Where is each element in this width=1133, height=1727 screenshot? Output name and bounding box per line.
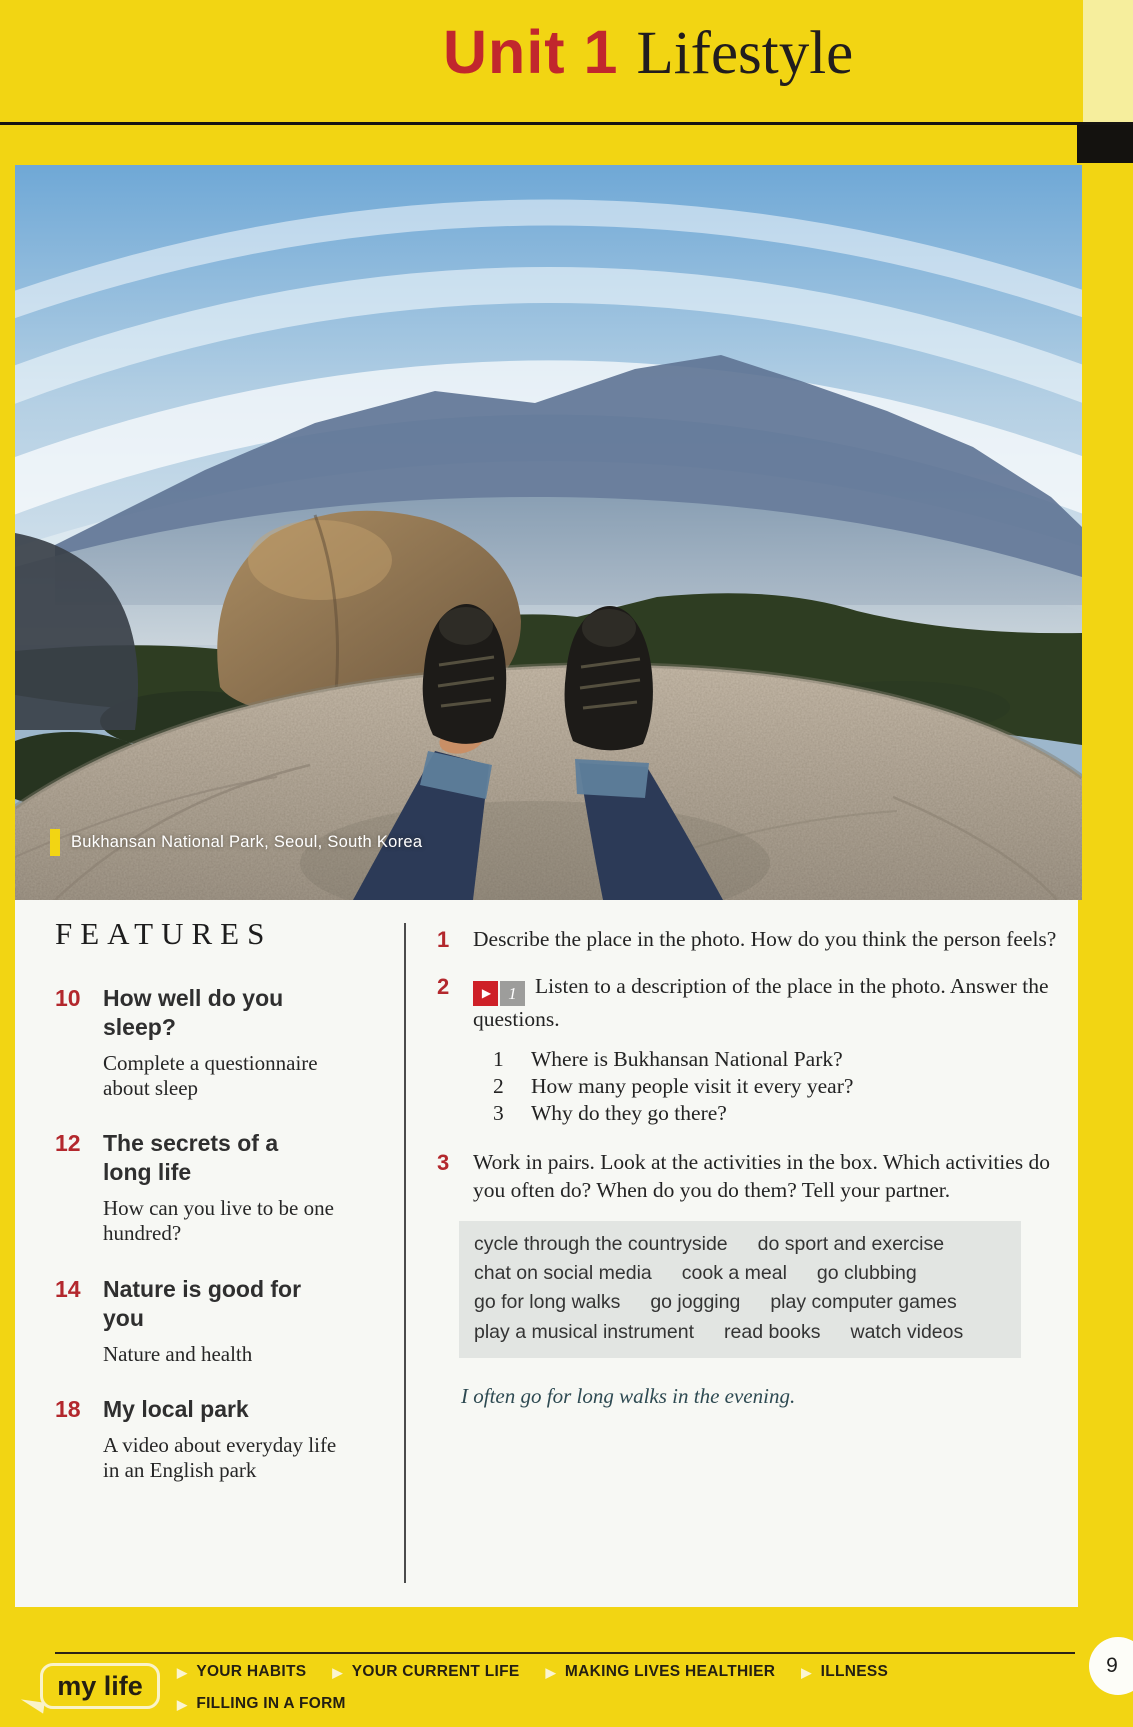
feature-description: Nature and health <box>103 1341 253 1366</box>
unit-number: Unit 1 <box>443 18 619 86</box>
topic-arrow-icon: ▶ <box>177 1696 188 1712</box>
footer-topics-row-1 <box>177 1663 888 1681</box>
activity: cook a meal <box>681 1262 787 1285</box>
photo-caption <box>50 829 422 856</box>
topic-arrow-icon: ▶ <box>545 1664 556 1680</box>
page-number: 9 <box>1106 1654 1118 1677</box>
exercise-text: Listen to a description of the place in the photo. Answer the questions. <box>473 974 1049 1031</box>
feature-title: Nature is good for you <box>103 1275 302 1331</box>
feature-description: How can you live to be one hundred? <box>103 1196 334 1246</box>
exercise-text: Describe the place in the photo. How do you think the person feels? <box>473 927 1057 951</box>
topic-arrow-icon: ▶ <box>177 1664 188 1680</box>
hero-photo <box>15 165 1082 900</box>
activity: go for long walks <box>474 1291 621 1314</box>
topic-label: ILLNESS <box>820 1663 889 1680</box>
feature-page-number: 18 <box>55 1395 81 1422</box>
activity: chat on social media <box>474 1262 652 1285</box>
listening-questions <box>473 1046 1057 1127</box>
exercises-column <box>437 926 1057 1410</box>
feature-description: A video about everyday life in an English park <box>103 1432 337 1482</box>
exercise-1 <box>437 926 1057 953</box>
question-item: Where is Bukhansan National Park? <box>531 1047 843 1072</box>
activity-row <box>474 1230 1006 1259</box>
activity-box <box>459 1221 1021 1358</box>
features-heading: FEATURES <box>55 916 273 951</box>
play-icon: ▶ <box>473 981 498 1006</box>
footer-topic <box>177 1695 346 1713</box>
exercise-text: Work in pairs. Look at the activities in the box. Which activities do you often do? When do you do them? Tell your partner. <box>473 1150 1051 1202</box>
exercise-2 <box>437 973 1057 1127</box>
feature-page-number: 12 <box>55 1130 81 1157</box>
header-rule <box>0 122 1133 125</box>
footer-topic <box>177 1663 306 1681</box>
feature-item <box>55 1275 390 1367</box>
audio-badge <box>473 981 525 1006</box>
question-item: How many people visit it every year? <box>531 1074 854 1099</box>
footer-band <box>0 1607 1133 1727</box>
topic-arrow-icon: ▶ <box>801 1664 812 1680</box>
audio-track-number: 1 <box>500 981 525 1006</box>
corner-tab <box>1077 125 1133 163</box>
feature-page-number: 10 <box>55 985 81 1011</box>
exercise-3 <box>437 1149 1057 1409</box>
activity: play a musical instrument <box>474 1320 695 1343</box>
exercise-number: 3 <box>437 1150 450 1176</box>
unit-title: Lifestyle <box>636 20 854 87</box>
feature-title: How well do you sleep? <box>103 985 284 1040</box>
caption-marker <box>50 829 60 856</box>
footer-topics-row-2 <box>177 1695 346 1713</box>
features-column <box>55 916 390 1511</box>
topic-arrow-icon: ▶ <box>332 1664 343 1680</box>
footer-topic <box>332 1663 519 1681</box>
caption-text: Bukhansan National Park, Seoul, South Korea <box>71 833 423 851</box>
example-sentence: I often go for long walks in the evening. <box>461 1383 796 1408</box>
activity: read books <box>724 1320 821 1343</box>
feature-title: My local park <box>103 1395 249 1422</box>
footer-rule <box>55 1652 1075 1654</box>
feature-item <box>55 1129 390 1246</box>
my-life-badge: my life <box>40 1663 160 1709</box>
topic-label: YOUR HABITS <box>196 1663 307 1680</box>
photo-illustration <box>15 165 1082 900</box>
feature-description: Complete a questionnaire about sleep <box>103 1050 318 1101</box>
content-area <box>15 900 1078 1607</box>
feature-page-number: 14 <box>55 1275 81 1302</box>
topic-label: MAKING LIVES HEALTHIER <box>564 1663 776 1680</box>
activity: watch videos <box>850 1320 964 1343</box>
topic-label: YOUR CURRENT LIFE <box>351 1663 520 1680</box>
column-divider <box>404 923 406 1583</box>
exercise-number: 1 <box>437 927 450 952</box>
page-edge-strip <box>1083 0 1133 122</box>
topic-label: FILLING IN A FORM <box>196 1695 346 1712</box>
feature-item <box>55 1395 390 1483</box>
feature-title: The secrets of a long life <box>103 1130 279 1186</box>
unit-header <box>0 0 1133 122</box>
activity: do sport and exercise <box>757 1232 945 1255</box>
question-item: Why do they go there? <box>531 1101 727 1126</box>
page-number-badge <box>1089 1637 1133 1695</box>
activity: play computer games <box>770 1291 957 1314</box>
exercise-number: 2 <box>437 974 450 1000</box>
footer-topic <box>546 1663 776 1681</box>
activity-row <box>474 1259 1006 1288</box>
activity-row <box>474 1288 1006 1317</box>
footer-topic <box>801 1663 888 1681</box>
activity: go clubbing <box>816 1262 917 1285</box>
activity: cycle through the countryside <box>474 1232 728 1255</box>
activity: go jogging <box>650 1291 741 1314</box>
unit-heading <box>443 18 854 87</box>
activity-row <box>474 1318 1006 1347</box>
feature-item <box>55 984 390 1101</box>
